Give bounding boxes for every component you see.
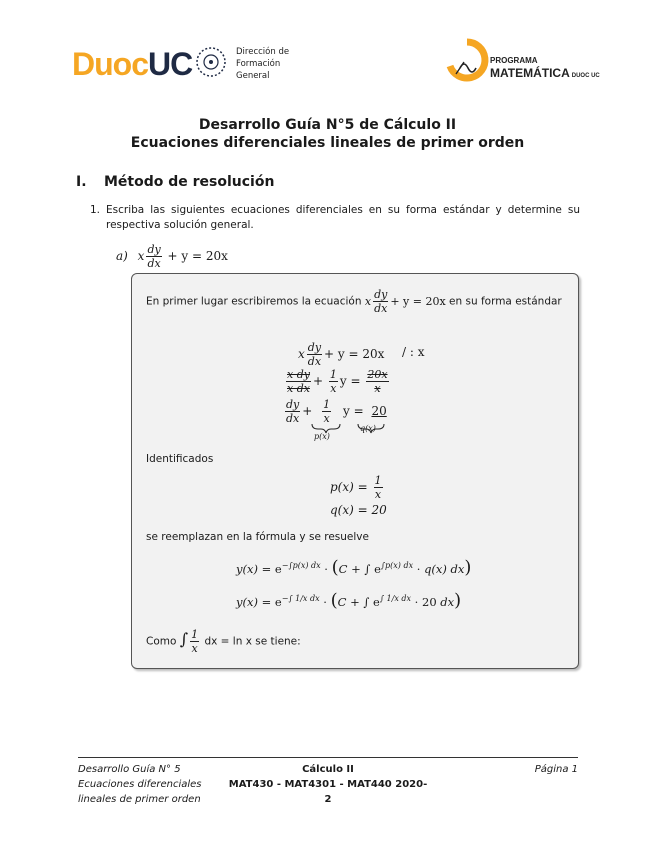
brace-label-q: q(x): [360, 424, 376, 433]
page-number: Página 1: [534, 764, 578, 775]
exercise-number: 1.: [90, 204, 101, 216]
identify-text: Identificados: [146, 453, 214, 465]
footer-course: Cálculo II MAT430 - MAT4301 - MAT440 2020-2: [228, 764, 428, 805]
eq-step-2: $\frac{\text{x dy}}{\text{x dx}}$ + $\frac{1}{x}$ y = $\frac{20x}{x}$: [287, 368, 388, 395]
formula-substituted: $y(x) = e^{-\int 1/x dx} \cdot (C$ + ∫ $e^{\int 1/x dx} \cdot 20$ dx): [236, 590, 462, 611]
duoc-uc-logo: DuocUC: [72, 46, 193, 82]
formula-general: $y(x) = e^{-\int p(x) dx} \cdot (C$ + ∫ $e^{\int p(x) dx} \cdot q(x)$ dx): [236, 557, 472, 578]
exercise-text: Escriba las siguientes ecuaciones diferenciales en su forma estándar y determine su respectiva solución general.: [106, 204, 580, 231]
box-intro: En primer lugar escribiremos la ecuación x $\frac{dy}{dx}$ + y = 20x en su forma estándar: [146, 288, 562, 315]
direction-text: Dirección de Formación General: [236, 47, 290, 81]
page-subtitle: Ecuaciones diferenciales lineales de primer orden: [130, 135, 525, 151]
p-definition: p(x) = $\frac{1}{x}$: [330, 474, 382, 501]
footer-divider: [78, 757, 578, 758]
program-label: PROGRAMA: [490, 56, 538, 65]
page-title: Desarrollo Guía N°5 de Cálculo II: [198, 117, 457, 133]
math-program-logo-icon: [444, 38, 490, 84]
eq-step-1: x $\frac{dy}{dx}$ + y = 20x: [298, 341, 385, 368]
brace-label-p: p(x): [314, 432, 330, 441]
section-heading: Método de resolución: [104, 174, 275, 190]
duoc-seal-icon: [193, 44, 229, 80]
footer-left: Desarrollo Guía N° 5 Ecuaciones diferenciales lineales de primer orden: [78, 764, 202, 805]
replace-text: se reemplazan en la fórmula y se resuelve: [146, 531, 369, 543]
item-a: a) x $\frac{dy}{dx}$ + y = 20x: [116, 243, 228, 270]
divide-note: / : x: [402, 345, 425, 359]
section-number: I.: [76, 174, 87, 190]
program-name: MATEMÁTICA DUOC UC: [490, 66, 600, 80]
eq-step-3: $\frac{dy}{dx}$ + $\frac{1}{x}$ y = 20: [286, 398, 387, 425]
como-line: Como ∫ $\frac{1}{x}$ dx = ln x se tiene:: [146, 628, 301, 655]
q-definition: q(x) = 20: [330, 503, 387, 517]
